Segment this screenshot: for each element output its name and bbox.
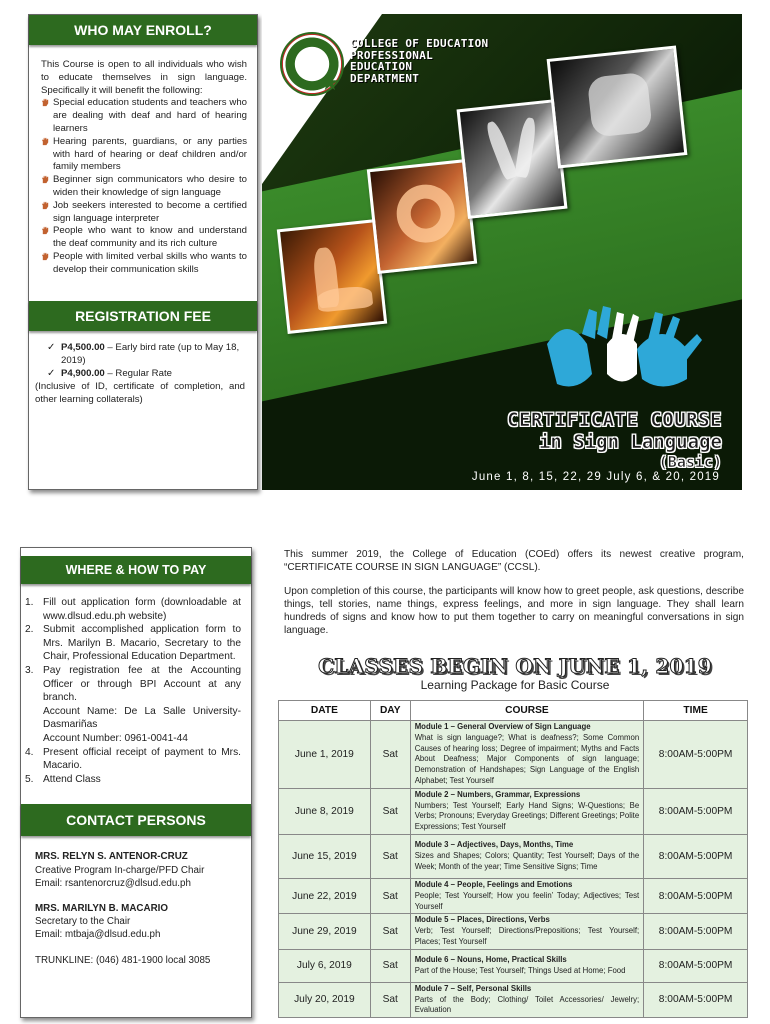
star-icon: ★	[320, 70, 340, 95]
contact-name: MRS. RELYN S. ANTENOR-CRUZ	[35, 851, 188, 863]
classes-begin-title: CLASSES BEGIN ON JUNE 1, 2019	[318, 654, 712, 678]
contact-email: Email: mtbaja@dlsud.edu.ph	[35, 929, 161, 941]
cert-title-line1: CERTIFICATE COURSE	[507, 409, 722, 431]
col-header-course: COURSE	[410, 701, 644, 721]
cert-title-line3: (Basic)	[658, 453, 722, 471]
contact-email: Email: rsantenorcruz@dlsud.edu.ph	[35, 877, 191, 889]
list-item: 1. Fill out application form (downloadable at www.dlsud.edu.ph website)	[25, 597, 241, 622]
list-item: Account Number: 0961-0041-44	[43, 732, 188, 744]
table-header-row	[279, 701, 748, 721]
hero-banner	[262, 14, 742, 490]
list-item: Account Name: De La Salle University-Dasmariñas	[43, 705, 241, 731]
cert-title-line2: in Sign Language	[538, 431, 722, 453]
contact-role: Creative Program In-charge/PFD Chair	[35, 864, 205, 876]
list-item: Hearing parents, guardians, or any parties with hard of hearing or deaf children and/or family members	[41, 136, 247, 174]
payment-steps	[21, 584, 251, 786]
contact-persons-body	[21, 836, 251, 966]
sign-photo-e	[547, 46, 688, 169]
col-header-day: DAY	[370, 701, 410, 721]
who-enroll-panel	[28, 14, 258, 490]
list-item: People with limited verbal skills who wants to develop their communication skills	[41, 251, 247, 277]
col-header-time: TIME	[644, 701, 748, 721]
who-enroll-list	[41, 97, 247, 276]
fee-note: (Inclusive of ID, certificate of completion, and other learning collaterals)	[35, 380, 245, 405]
certificate-title	[382, 409, 722, 471]
contact-name: MRS. MARILYN B. MACARIO	[35, 902, 168, 914]
payment-contact-panel	[20, 547, 252, 1018]
hand-bullet-icon	[41, 252, 50, 261]
course-intro	[284, 548, 744, 638]
hand-bullet-icon	[41, 137, 50, 146]
learning-package-subtitle: Learning Package for Basic Course	[420, 678, 610, 692]
fee-desc: – Early bird rate (up to May 18, 2019)	[61, 341, 240, 366]
table-row: July 6, 2019 Sat Module 6 – Nouns, Home, Practical Skills Part of the House; Test Yourself; Things Used at Home; Food 8:00AM-5:00PM	[279, 949, 748, 982]
hand-bullet-icon	[41, 201, 50, 210]
fee-item	[47, 341, 245, 367]
list-item: 5. Attend Class	[25, 773, 101, 785]
col-header-date: DATE	[279, 701, 371, 721]
list-item: Beginner sign communicators who desire to widen their knowledge of sign language	[41, 174, 247, 200]
list-item: People who want to know and understand the deaf community and its rich culture	[41, 225, 247, 251]
fee-item	[47, 367, 245, 380]
hands-logo	[537, 304, 707, 394]
sign-photo-l	[277, 219, 387, 334]
hand-bullet-icon	[41, 175, 50, 184]
table-row: June 15, 2019 Sat Module 3 – Adjectives, Days, Months, Time Sizes and Shapes; Colors; Quantity; Test Yourself; Days of the Week; Month of the year; Time Sensitive Signs; Time 8:00AM-5:00PM	[279, 834, 748, 878]
who-enroll-body	[29, 45, 257, 277]
who-enroll-heading: WHO MAY ENROLL?	[29, 15, 257, 45]
table-row: June 1, 2019 Sat Module 1 – General Overview of Sign Language What is sign language?; What is deafness?; Some Common Causes of hearing loss; Degree of impairment; Myths and Facts About Deafness; Major Components of sign language; Demonstration of Handshapes; Sign Language of the English Alphabet; Test Yourself 8:00AM-5:00PM	[279, 721, 748, 789]
list-item: 2. Submit accomplished application form to Mrs. Marilyn B. Macario, Secretary to the Chair, Professional Education Department.	[25, 624, 241, 663]
intro-paragraph-2: Upon completion of this course, the participants will know how to greet people, ask questions, describe things, tell stories, name things, express feelings, and more in sign language. They shall learn hundreds of signs and know how to put them together to carry on meaningful conversations in sign language.	[284, 585, 744, 637]
table-row: June 22, 2019 Sat Module 4 – People, Feelings and Emotions People; Test Yourself; How you feelin’ Today; Adjectives; Test Yourself 8:00AM-5:00PM	[279, 878, 748, 913]
list-item: 4. Present official receipt of payment to Mrs. Macario.	[25, 746, 241, 772]
where-how-pay-heading: WHERE & HOW TO PAY	[21, 556, 251, 584]
check-icon: ✓	[47, 367, 56, 379]
hand-bullet-icon	[41, 98, 50, 107]
contact-persons-heading: CONTACT PERSONS	[21, 804, 251, 836]
table-row: June 29, 2019 Sat Module 5 – Places, Directions, Verbs Verb; Test Yourself; Directions/Prepositions; Test Yourself; Places; Test Yourself 8:00AM-5:00PM	[279, 914, 748, 949]
check-icon: ✓	[47, 341, 56, 353]
registration-fee-body	[29, 331, 257, 406]
course-dates: June 1, 8, 15, 22, 29 July 6, & 20, 2019	[471, 471, 720, 483]
trunkline: TRUNKLINE: (046) 481-1900 local 3085	[35, 954, 211, 966]
contact-role: Secretary to the Chair	[35, 916, 131, 928]
fee-amount: P4,500.00	[61, 341, 105, 353]
who-enroll-intro: This Course is open to all individuals who wish to educate themselves in sign language. Specifically it will benefit the following:	[41, 59, 247, 96]
list-item: Special education students and teachers who are dealing with deaf and hard of hearing learners	[41, 97, 247, 135]
list-item: Job seekers interested to become a certified sign language interpreter	[41, 200, 247, 226]
hand-bullet-icon	[41, 226, 50, 235]
intro-paragraph-1: This summer 2019, the College of Education (COEd) offers its newest creative program, “CERTIFICATE COURSE IN SIGN LANGUAGE” (CCSL).	[284, 549, 744, 574]
schedule-table	[278, 700, 748, 1018]
list-item: 3. Pay registration fee at the Accounting Officer or through BPI Account at any branch.	[25, 664, 241, 704]
sign-photo-v	[457, 99, 568, 219]
registration-fee-heading: REGISTRATION FEE	[29, 301, 257, 331]
table-row: June 8, 2019 Sat Module 2 – Numbers, Grammar, Expressions Numbers; Test Yourself; Early Hand Signs; W-Questions; Be Verbs; Pronouns; Everyday Greetings; Different Greetings; Polite Expressions; Test Yourself 8:00AM-5:00PM	[279, 788, 748, 834]
table-row: July 20, 2019 Sat Module 7 – Self, Personal Skills Parts of the Body; Clothing/ Toilet Accessories/ Jewelry; Evaluation 8:00AM-5:00PM	[279, 982, 748, 1017]
university-seal-logo	[280, 32, 344, 96]
department-name: COLLEGE OF EDUCATION PROFESSIONAL EDUCATION DEPARTMENT	[350, 37, 489, 85]
sign-photo-o	[367, 159, 477, 274]
fee-desc: – Regular Rate	[104, 367, 172, 379]
fee-amount: P4,900.00	[61, 367, 105, 379]
